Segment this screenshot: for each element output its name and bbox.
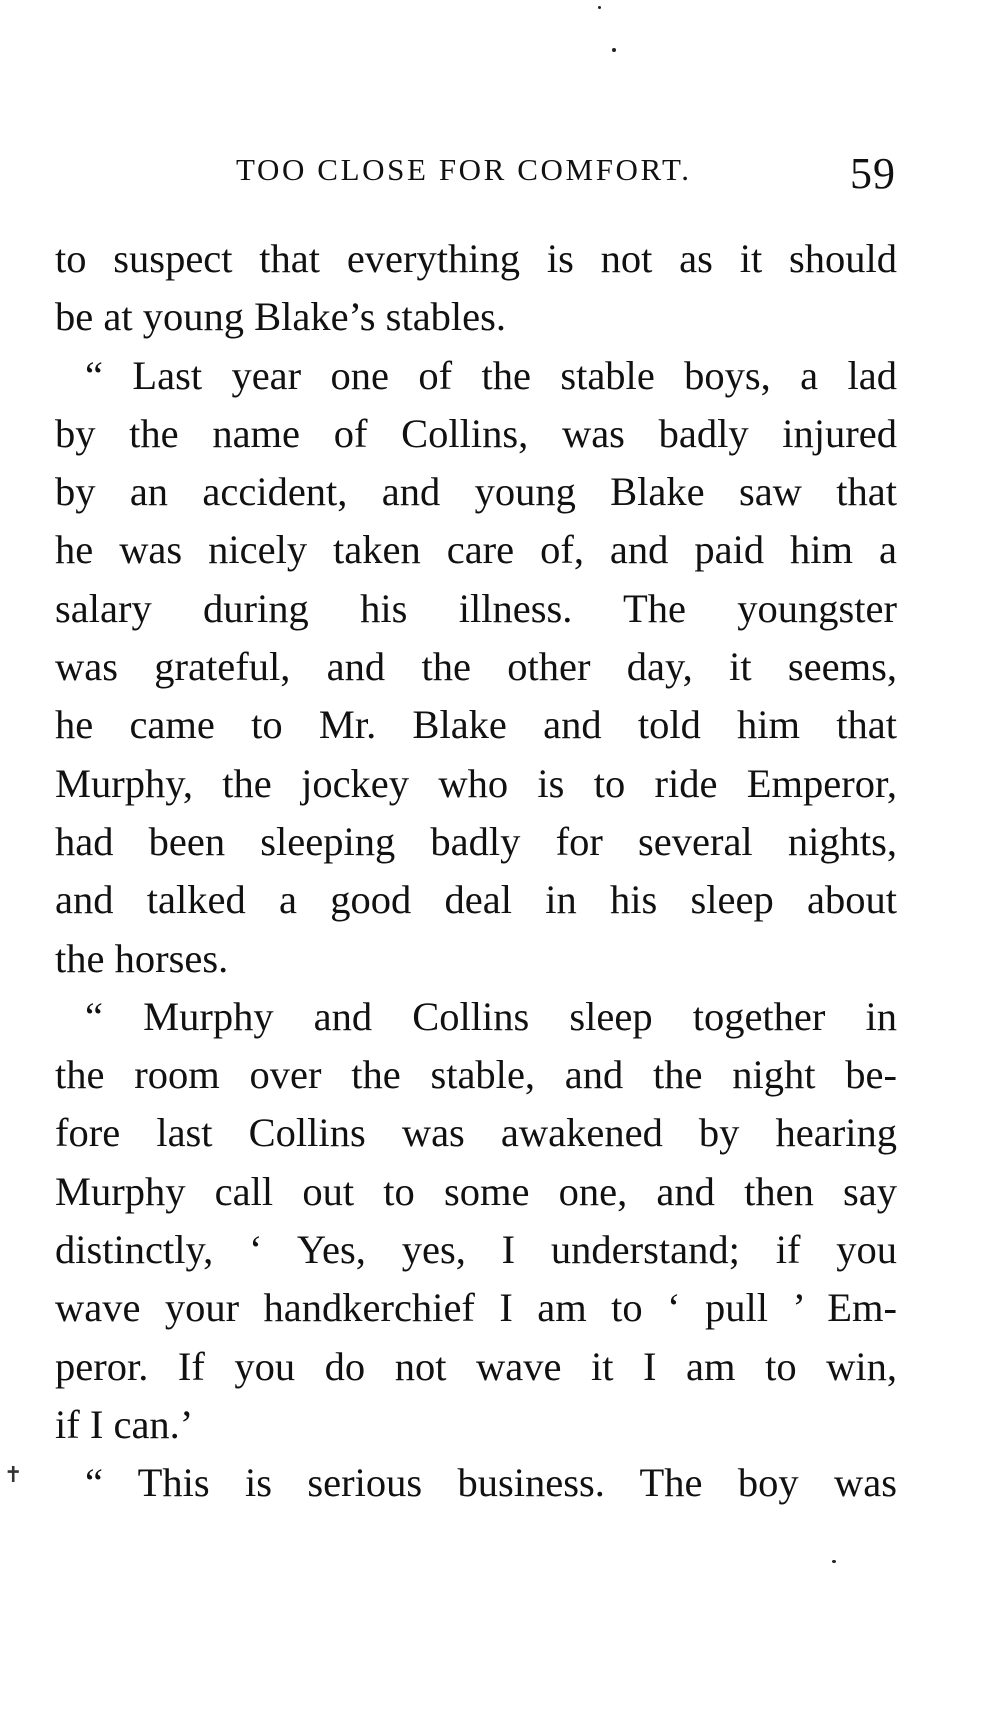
margin-mark-icon: ✝ (4, 1462, 23, 1487)
text-line: if I can.’ (55, 1401, 194, 1447)
text-line: by an accident, and young Blake saw that (55, 469, 897, 515)
text-line: distinctly, ‘ Yes, yes, I understand; if you (55, 1227, 897, 1273)
text-line: Murphy, the jockey who is to ride Emperor, (55, 760, 897, 806)
text-line: by the name of Collins, was badly injured (55, 410, 897, 456)
text-line: fore last Collins was awakened by hearing (55, 1110, 897, 1156)
text-line: had been sleeping badly for several nights, (55, 818, 897, 864)
text-line: “ Last year one of the stable boys, a lad (85, 352, 897, 398)
text-line: the room over the stable, and the night be- (55, 1052, 897, 1098)
print-speck (612, 48, 616, 52)
text-line: the horses. (55, 935, 229, 981)
text-line: “ Murphy and Collins sleep together in (85, 993, 897, 1039)
print-speck (598, 6, 601, 9)
text-line: Murphy call out to some one, and then say (55, 1168, 897, 1214)
text-line: be at young Blake’s stables. (55, 294, 507, 340)
text-line: wave your handkerchief I am to ‘ pull ’ Em- (55, 1285, 897, 1331)
text-line: to suspect that everything is not as it should (55, 236, 897, 281)
text-line: “ This is serious business. The boy was (85, 1460, 897, 1506)
text-line: and talked a good deal in his sleep about (55, 877, 897, 923)
page-number: 59 (850, 149, 896, 198)
text-line: peror. If you do not wave it I am to win, (55, 1343, 897, 1389)
text-line: he came to Mr. Blake and told him that (55, 702, 897, 748)
running-title: TOO CLOSE FOR COMFORT. (236, 152, 692, 187)
text-line: he was nicely taken care of, and paid him a (55, 527, 897, 573)
text-line: was grateful, and the other day, it seems, (55, 644, 897, 690)
body-text (55, 230, 897, 1513)
print-speck (832, 1560, 836, 1563)
text-line: salary during his illness. The youngster (55, 585, 897, 631)
